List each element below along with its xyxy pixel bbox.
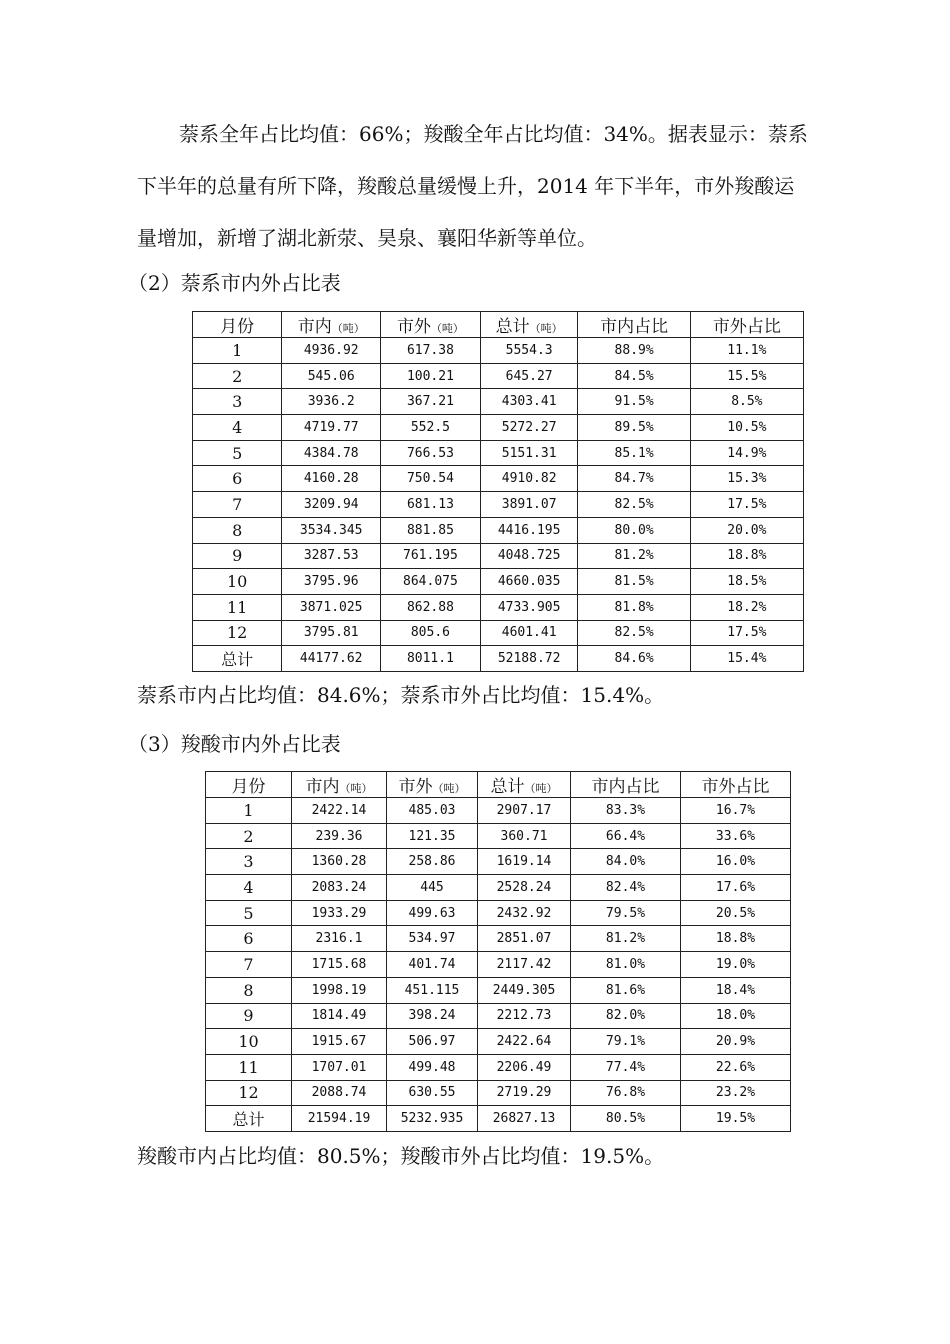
- month-cell: 11: [193, 594, 282, 620]
- inside-share-cell: 85.1%: [578, 440, 690, 466]
- month-cell: 9: [193, 543, 282, 569]
- total-cell: 4910.82: [480, 466, 578, 492]
- outside-cell: 258.86: [387, 849, 478, 875]
- outside-share-cell: 15.5%: [690, 363, 803, 389]
- outside-share-cell: 16.0%: [681, 849, 791, 875]
- table-row: [193, 569, 804, 595]
- inside-share-cell: 82.0%: [571, 1003, 681, 1029]
- inside-cell: 3871.025: [282, 594, 381, 620]
- header-inside: 市内（吨）: [282, 312, 381, 338]
- carboxylic-summary: 羧酸市内占比均值：80.5%；羧酸市外占比均值：19.5%。: [137, 1144, 665, 1168]
- inside-cell: 1915.67: [292, 1029, 387, 1055]
- outside-share-cell: 23.2%: [681, 1080, 791, 1106]
- header-inside: 市内（吨）: [292, 772, 387, 798]
- outside-cell: 750.54: [381, 466, 481, 492]
- inside-cell: 1998.19: [292, 977, 387, 1003]
- table-row: [193, 415, 804, 441]
- total-cell: 4733.905: [480, 594, 578, 620]
- outside-share-cell: 19.5%: [681, 1106, 791, 1132]
- outside-cell: 552.5: [381, 415, 481, 441]
- month-cell: 4: [193, 415, 282, 441]
- inside-cell: 545.06: [282, 363, 381, 389]
- header-outside: 市外（吨）: [381, 312, 481, 338]
- table-row: [206, 1029, 791, 1055]
- table-row: [206, 926, 791, 952]
- outside-cell: 401.74: [387, 952, 478, 978]
- inside-cell: 1715.68: [292, 952, 387, 978]
- month-cell: 8: [193, 517, 282, 543]
- outside-cell: 5232.935: [387, 1106, 478, 1132]
- intro-line-1: 萘系全年占比均值：66%；羧酸全年占比均值：34%。据表显示：萘系: [179, 122, 808, 146]
- outside-cell: 617.38: [381, 338, 481, 364]
- header-total: 总计（吨）: [480, 312, 578, 338]
- outside-share-cell: 18.5%: [690, 569, 803, 595]
- total-cell: 2449.305: [478, 977, 571, 1003]
- outside-share-cell: 18.8%: [690, 543, 803, 569]
- month-cell: 11: [206, 1054, 292, 1080]
- total-cell: 4416.195: [480, 517, 578, 543]
- outside-share-cell: 15.3%: [690, 466, 803, 492]
- total-cell: 1619.14: [478, 849, 571, 875]
- inside-share-cell: 80.0%: [578, 517, 690, 543]
- inside-share-cell: 82.4%: [571, 875, 681, 901]
- outside-cell: 761.195: [381, 543, 481, 569]
- inside-cell: 3936.2: [282, 389, 381, 415]
- month-cell: 1: [206, 798, 292, 824]
- table-row: [193, 594, 804, 620]
- outside-cell: 805.6: [381, 620, 481, 646]
- total-cell: 5554.3: [480, 338, 578, 364]
- table-header-row: [206, 772, 791, 798]
- table-row: [206, 952, 791, 978]
- inside-share-cell: 82.5%: [578, 620, 690, 646]
- table-row: [193, 492, 804, 518]
- total-cell: 4048.725: [480, 543, 578, 569]
- month-cell: 3: [206, 849, 292, 875]
- month-cell: 2: [193, 363, 282, 389]
- outside-share-cell: 16.7%: [681, 798, 791, 824]
- table-row: [193, 517, 804, 543]
- month-cell: 4: [206, 875, 292, 901]
- outside-share-cell: 18.4%: [681, 977, 791, 1003]
- total-cell: 4601.41: [480, 620, 578, 646]
- inside-share-cell: 81.2%: [578, 543, 690, 569]
- outside-share-cell: 15.4%: [690, 646, 803, 672]
- table-row: [206, 798, 791, 824]
- outside-share-cell: 11.1%: [690, 338, 803, 364]
- month-cell: 7: [193, 492, 282, 518]
- outside-cell: 367.21: [381, 389, 481, 415]
- month-cell: 3: [193, 389, 282, 415]
- outside-cell: 451.115: [387, 977, 478, 1003]
- outside-share-cell: 20.0%: [690, 517, 803, 543]
- table-row: [193, 389, 804, 415]
- inside-cell: 2316.1: [292, 926, 387, 952]
- total-cell: 4660.035: [480, 569, 578, 595]
- inside-share-cell: 81.0%: [571, 952, 681, 978]
- inside-share-cell: 81.8%: [578, 594, 690, 620]
- inside-share-cell: 66.4%: [571, 823, 681, 849]
- carboxylic-table-heading: （3）羧酸市内外占比表: [128, 732, 341, 756]
- inside-cell: 3795.81: [282, 620, 381, 646]
- outside-share-cell: 20.5%: [681, 900, 791, 926]
- inside-cell: 1933.29: [292, 900, 387, 926]
- month-cell: 10: [193, 569, 282, 595]
- total-cell: 5272.27: [480, 415, 578, 441]
- table-row: [206, 1003, 791, 1029]
- month-cell: 5: [206, 900, 292, 926]
- inside-share-cell: 81.5%: [578, 569, 690, 595]
- table-row: [206, 875, 791, 901]
- total-cell: 360.71: [478, 823, 571, 849]
- inside-cell: 2083.24: [292, 875, 387, 901]
- outside-cell: 766.53: [381, 440, 481, 466]
- outside-share-cell: 14.9%: [690, 440, 803, 466]
- outside-share-cell: 18.2%: [690, 594, 803, 620]
- total-cell: 2528.24: [478, 875, 571, 901]
- naphthalene-table-heading: （2）萘系市内外占比表: [128, 271, 341, 295]
- table-row: [206, 1080, 791, 1106]
- inside-cell: 3287.53: [282, 543, 381, 569]
- table-row: [206, 1106, 791, 1132]
- inside-share-cell: 79.5%: [571, 900, 681, 926]
- outside-share-cell: 18.0%: [681, 1003, 791, 1029]
- inside-cell: 4936.92: [282, 338, 381, 364]
- inside-share-cell: 81.2%: [571, 926, 681, 952]
- total-cell: 2432.92: [478, 900, 571, 926]
- total-cell: 2206.49: [478, 1054, 571, 1080]
- total-cell: 2907.17: [478, 798, 571, 824]
- outside-cell: 864.075: [381, 569, 481, 595]
- table-row: [193, 466, 804, 492]
- outside-share-cell: 10.5%: [690, 415, 803, 441]
- inside-share-cell: 84.5%: [578, 363, 690, 389]
- inside-share-cell: 83.3%: [571, 798, 681, 824]
- inside-share-cell: 76.8%: [571, 1080, 681, 1106]
- inside-cell: 44177.62: [282, 646, 381, 672]
- header-month: 月份: [206, 772, 292, 798]
- inside-share-cell: 91.5%: [578, 389, 690, 415]
- month-cell: 8: [206, 977, 292, 1003]
- inside-share-cell: 82.5%: [578, 492, 690, 518]
- month-cell: 1: [193, 338, 282, 364]
- outside-share-cell: 17.6%: [681, 875, 791, 901]
- inside-share-cell: 84.7%: [578, 466, 690, 492]
- total-cell: 3891.07: [480, 492, 578, 518]
- outside-cell: 499.63: [387, 900, 478, 926]
- inside-cell: 2422.14: [292, 798, 387, 824]
- total-cell: 5151.31: [480, 440, 578, 466]
- inside-share-cell: 79.1%: [571, 1029, 681, 1055]
- inside-cell: 239.36: [292, 823, 387, 849]
- outside-share-cell: 19.0%: [681, 952, 791, 978]
- header-outside: 市外（吨）: [387, 772, 478, 798]
- outside-share-cell: 20.9%: [681, 1029, 791, 1055]
- month-cell: 5: [193, 440, 282, 466]
- outside-cell: 630.55: [387, 1080, 478, 1106]
- intro-line-3: 量增加，新增了湖北新荥、昊泉、襄阳华新等单位。: [137, 226, 597, 250]
- inside-cell: 4384.78: [282, 440, 381, 466]
- outside-cell: 499.48: [387, 1054, 478, 1080]
- month-cell: 6: [193, 466, 282, 492]
- table-row: [206, 977, 791, 1003]
- outside-share-cell: 8.5%: [690, 389, 803, 415]
- intro-line-2: 下半年的总量有所下降，羧酸总量缓慢上升，2014 年下半年，市外羧酸运: [137, 174, 795, 198]
- inside-cell: 3209.94: [282, 492, 381, 518]
- header-outside-share: 市外占比: [681, 772, 791, 798]
- total-cell: 645.27: [480, 363, 578, 389]
- outside-cell: 881.85: [381, 517, 481, 543]
- outside-cell: 121.35: [387, 823, 478, 849]
- month-cell: 总计: [193, 646, 282, 672]
- month-cell: 6: [206, 926, 292, 952]
- inside-cell: 1814.49: [292, 1003, 387, 1029]
- table-row: [193, 646, 804, 672]
- total-cell: 26827.13: [478, 1106, 571, 1132]
- outside-share-cell: 33.6%: [681, 823, 791, 849]
- header-inside-share: 市内占比: [578, 312, 690, 338]
- naphthalene-table: [192, 311, 804, 672]
- outside-cell: 398.24: [387, 1003, 478, 1029]
- inside-cell: 3795.96: [282, 569, 381, 595]
- outside-cell: 534.97: [387, 926, 478, 952]
- outside-cell: 100.21: [381, 363, 481, 389]
- outside-cell: 862.88: [381, 594, 481, 620]
- table-row: [206, 823, 791, 849]
- outside-share-cell: 18.8%: [681, 926, 791, 952]
- total-cell: 2851.07: [478, 926, 571, 952]
- inside-cell: 2088.74: [292, 1080, 387, 1106]
- total-cell: 4303.41: [480, 389, 578, 415]
- inside-share-cell: 84.0%: [571, 849, 681, 875]
- month-cell: 7: [206, 952, 292, 978]
- table-row: [193, 363, 804, 389]
- header-inside-share: 市内占比: [571, 772, 681, 798]
- outside-cell: 445: [387, 875, 478, 901]
- table-row: [193, 338, 804, 364]
- month-cell: 12: [206, 1080, 292, 1106]
- inside-share-cell: 77.4%: [571, 1054, 681, 1080]
- month-cell: 总计: [206, 1106, 292, 1132]
- table-row: [206, 1054, 791, 1080]
- total-cell: 2422.64: [478, 1029, 571, 1055]
- total-cell: 52188.72: [480, 646, 578, 672]
- outside-cell: 8011.1: [381, 646, 481, 672]
- month-cell: 12: [193, 620, 282, 646]
- table-row: [206, 900, 791, 926]
- total-cell: 2117.42: [478, 952, 571, 978]
- table-row: [193, 543, 804, 569]
- naphthalene-summary: 萘系市内占比均值：84.6%；萘系市外占比均值：15.4%。: [137, 683, 665, 707]
- header-month: 月份: [193, 312, 282, 338]
- outside-share-cell: 17.5%: [690, 492, 803, 518]
- inside-cell: 3534.345: [282, 517, 381, 543]
- inside-share-cell: 84.6%: [578, 646, 690, 672]
- outside-cell: 506.97: [387, 1029, 478, 1055]
- inside-share-cell: 81.6%: [571, 977, 681, 1003]
- month-cell: 2: [206, 823, 292, 849]
- inside-cell: 1707.01: [292, 1054, 387, 1080]
- intro-paragraph: [137, 108, 859, 264]
- inside-share-cell: 80.5%: [571, 1106, 681, 1132]
- outside-cell: 681.13: [381, 492, 481, 518]
- inside-cell: 1360.28: [292, 849, 387, 875]
- table-row: [206, 849, 791, 875]
- month-cell: 10: [206, 1029, 292, 1055]
- header-total: 总计（吨）: [478, 772, 571, 798]
- header-outside-share: 市外占比: [690, 312, 803, 338]
- inside-cell: 4160.28: [282, 466, 381, 492]
- month-cell: 9: [206, 1003, 292, 1029]
- outside-cell: 485.03: [387, 798, 478, 824]
- outside-share-cell: 22.6%: [681, 1054, 791, 1080]
- inside-cell: 4719.77: [282, 415, 381, 441]
- table-row: [193, 440, 804, 466]
- carboxylic-table: [205, 771, 791, 1132]
- table-header-row: [193, 312, 804, 338]
- total-cell: 2212.73: [478, 1003, 571, 1029]
- table-row: [193, 620, 804, 646]
- total-cell: 2719.29: [478, 1080, 571, 1106]
- inside-share-cell: 89.5%: [578, 415, 690, 441]
- inside-share-cell: 88.9%: [578, 338, 690, 364]
- outside-share-cell: 17.5%: [690, 620, 803, 646]
- inside-cell: 21594.19: [292, 1106, 387, 1132]
